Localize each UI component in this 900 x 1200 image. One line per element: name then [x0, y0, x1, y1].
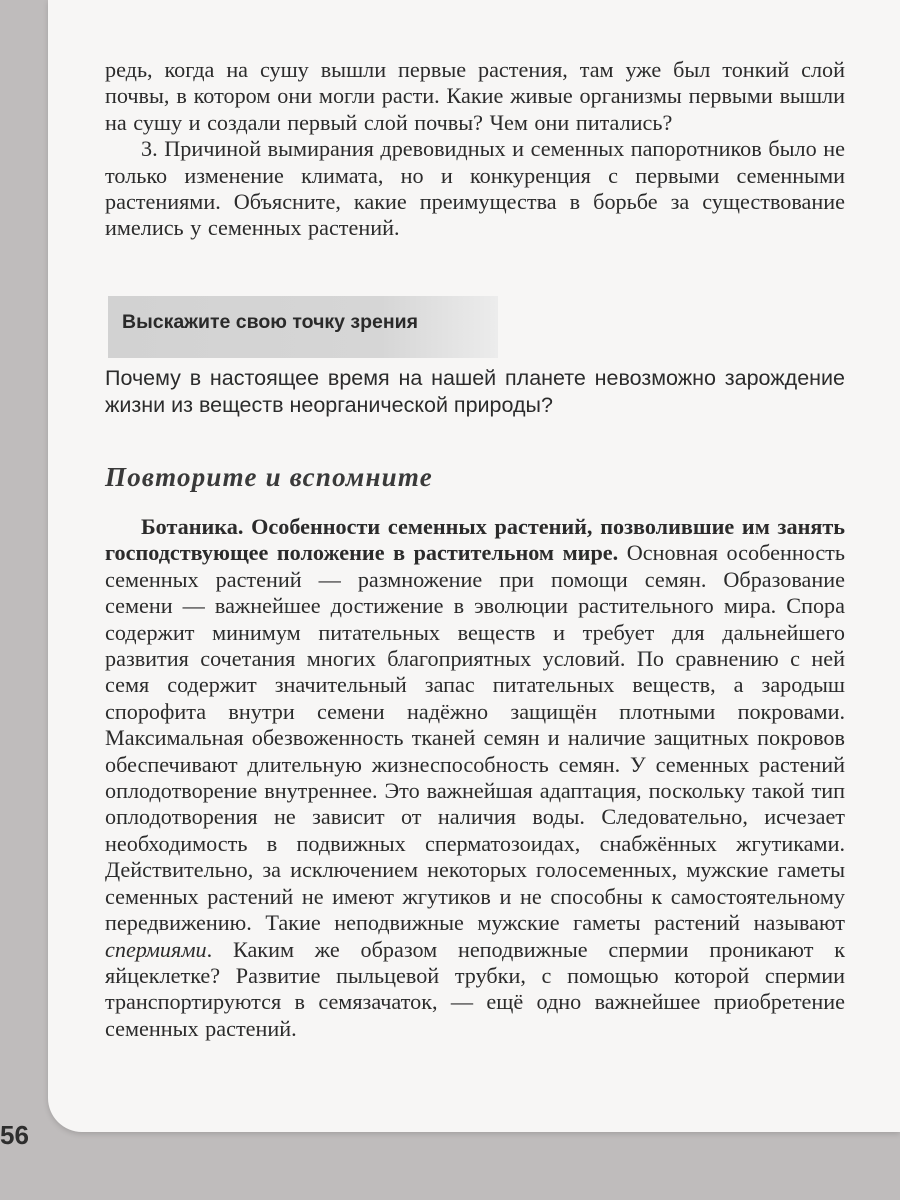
- continued-paragraph: редь, когда на сушу вышли первые растения, там уже был тонкий слой почвы, в котором они могли расти. Какие живые организмы первыми вышли на сушу и создали первый слой почвы? Чем они питались?: [105, 57, 845, 135]
- section-heading: Повторите и вспомните: [105, 462, 433, 492]
- top-text-block: [105, 57, 845, 242]
- section-paragraph: [105, 514, 845, 1042]
- callout-title: Выскажите свою точку зрения: [122, 311, 419, 333]
- body-text-part-1: Основная особенность семенных растений — размножение при помощи семян. Образование семени — важнейшее достижение в эволюции растительного мира. Спора содержит минимум питательных веществ и требует для дальнейшего развития сочетания многих благоприятных условий. По сравнению с ней семя содержит значительный запас питательных веществ, а зародыш спорофита внутри семени надёжно защищён плотными покровами. Максимальная обезвоженность тканей семян и наличие защитных покровов обеспечивают длительную жизнеспособность семян. У семенных растений оплодотворение внутреннее. Это важнейшая адаптация, поскольку такой тип оплодотворения не зависит от наличия воды. Следовательно, исчезает необходимость в подвижных сперматозоидах, снабжённых жгутиками. Действительно, за исключением некоторых голосеменных, мужские гаметы семенных растений не имеют жгутиков и не способны к самостоятельному передвижению. Такие неподвижные мужские гаметы растений называют: [105, 540, 845, 936]
- callout-question: Почему в настоящее время на нашей планете невозможно зарождение жизни из веществ неорганической природы?: [105, 366, 845, 417]
- body-text-part-2: . Каким же образом неподвижные спермии проникают к яйцеклетке? Развитие пыльцевой трубки, с помощью которой спермии транспортируются в семязачаток, — ещё одно важнейшее приобретение семенных растений.: [105, 936, 845, 1041]
- term-italic: спермиями: [105, 936, 207, 962]
- lead-bold-text: Ботаника. Особенности семенных растений, позволившие им занять господствующее положение в растительном мире.: [105, 514, 845, 566]
- section-body: [105, 514, 845, 1042]
- page-number: 56: [0, 1120, 29, 1150]
- task-3-paragraph: 3. Причиной вымирания древовидных и семенных папоротников было не только изменение климата, но и конкуренция с первыми семенными растениями. Объясните, какие преимущества в борьбе за существование имелись у семенных растений.: [105, 136, 845, 241]
